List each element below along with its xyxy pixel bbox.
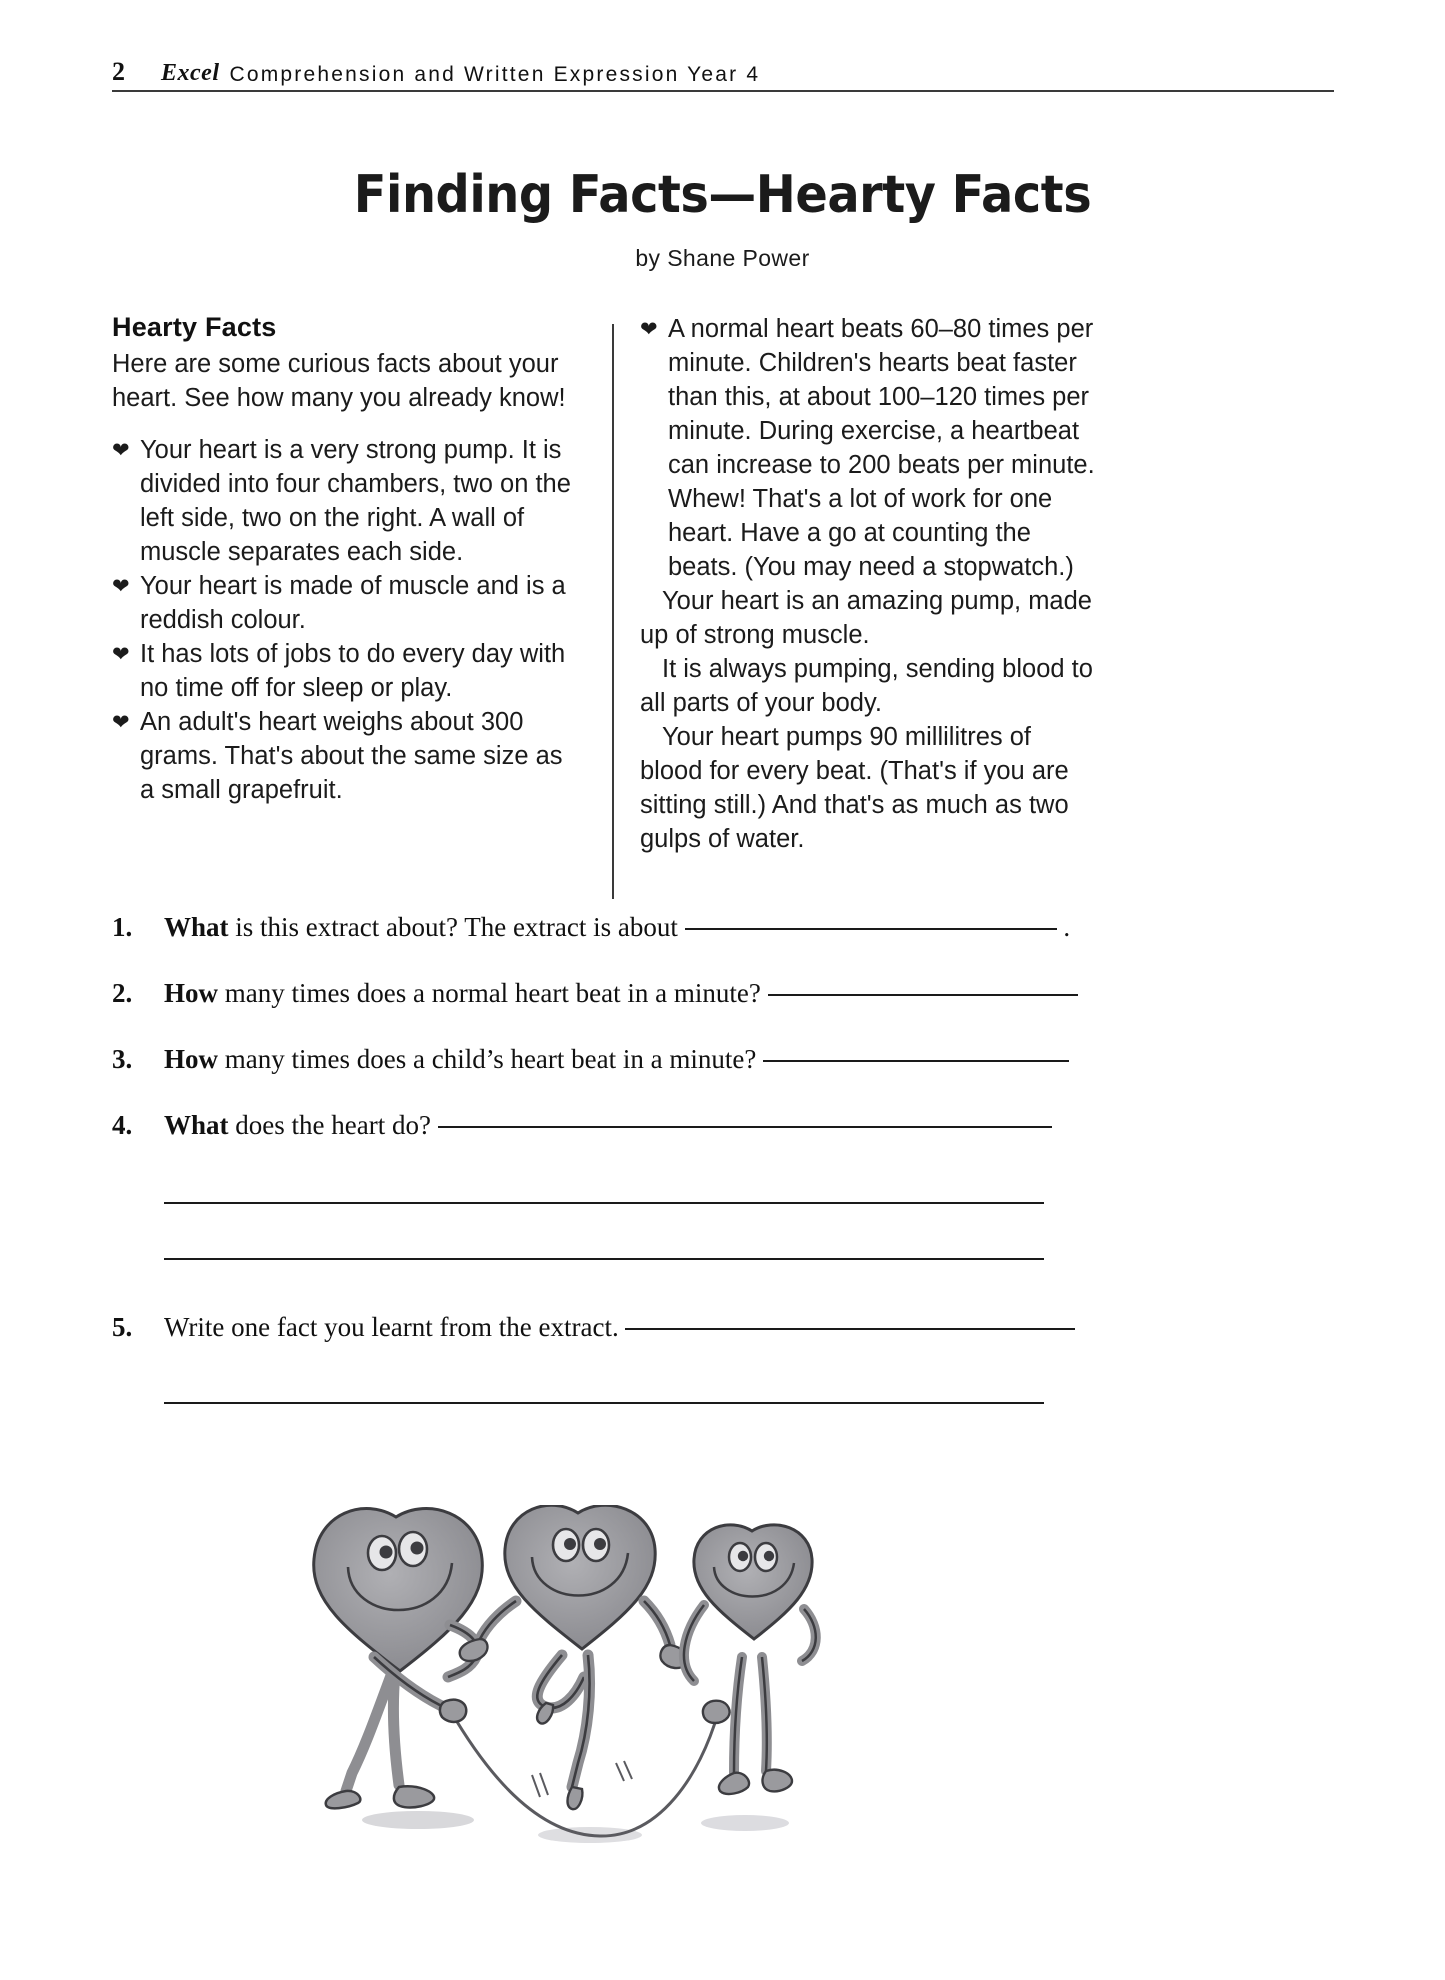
ground-shadow — [362, 1811, 474, 1829]
heart-character-middle — [460, 1505, 687, 1809]
question-text — [164, 912, 1334, 943]
series-title: Comprehension and Written Expression Year 4 — [229, 63, 761, 86]
answer-blank[interactable] — [625, 1328, 1075, 1330]
column-divider — [612, 324, 614, 899]
question-number: 2. — [112, 978, 133, 1008]
question-body: many times does a normal heart beat in a minute? — [218, 978, 761, 1008]
heart-bullet-icon: ❤ — [112, 439, 130, 462]
question-number: 5. — [112, 1312, 133, 1342]
question-keyword: What — [164, 912, 229, 942]
foot — [763, 1770, 792, 1792]
hand — [440, 1700, 466, 1722]
pupil — [564, 1538, 576, 1550]
question-body: Write one fact you learnt from the extract. — [164, 1312, 619, 1342]
extract-intro-paragraph: Here are some curious facts about your heart. See how many you already know! — [112, 350, 566, 412]
hand — [460, 1639, 488, 1661]
question-trailing-punctuation: . — [1063, 912, 1071, 942]
question-text — [164, 1044, 1334, 1075]
question-body: does the heart do? — [228, 1110, 431, 1140]
heart-characters-illustration — [300, 1505, 860, 1850]
question-body: many times does a child’s heart beat in a minute? — [218, 1044, 757, 1074]
list-item-text: An adult's heart weighs about 300 grams. That's about the same size as a small grapefruit. — [140, 708, 563, 804]
pupil — [764, 1551, 774, 1561]
heart-body — [314, 1509, 483, 1671]
list-item-text: Your heart is made of muscle and is a reddish colour. — [140, 572, 566, 634]
ground-shadow — [701, 1815, 789, 1831]
page-title: Finding Facts—Hearty Facts — [353, 165, 1092, 225]
brand-name: Excel — [161, 60, 220, 86]
list-item — [640, 312, 1100, 584]
foot — [719, 1773, 749, 1794]
foot — [394, 1786, 434, 1807]
extract-left-bullet-list — [112, 433, 572, 807]
question-3 — [112, 1044, 1334, 1082]
extract-paragraph: It is always pumping, sending blood to all parts of your body. — [640, 655, 1093, 717]
question-text — [164, 978, 1334, 1009]
extract-right-bullet-list — [640, 312, 1100, 584]
question-keyword: What — [164, 1110, 229, 1140]
question-number: 1. — [112, 912, 133, 942]
question-keyword: How — [164, 1044, 218, 1074]
list-item — [112, 433, 572, 569]
foot — [326, 1791, 361, 1808]
question-number: 3. — [112, 1044, 133, 1074]
byline: by Shane Power — [635, 245, 810, 271]
question-keyword: How — [164, 978, 218, 1008]
pupil — [594, 1538, 606, 1550]
answer-blank[interactable] — [164, 1202, 1044, 1204]
answer-blank[interactable] — [164, 1402, 1044, 1404]
heart-bullet-icon: ❤ — [640, 318, 658, 341]
heart-bullet-icon: ❤ — [112, 711, 130, 734]
running-head — [112, 48, 1334, 92]
question-body: is this extract about? The extract is about — [228, 912, 678, 942]
answer-blank[interactable] — [164, 1258, 1044, 1260]
heart-body — [505, 1505, 655, 1649]
question-4 — [112, 1110, 1334, 1148]
question-text — [164, 1110, 1334, 1141]
answer-blank[interactable] — [685, 928, 1057, 930]
heart-body — [694, 1525, 812, 1639]
heart-bullet-icon: ❤ — [112, 575, 130, 598]
extract-passage — [112, 312, 1334, 912]
extract-right-column — [640, 312, 1100, 856]
answer-blank[interactable] — [768, 994, 1078, 996]
question-text — [164, 1312, 1334, 1343]
question-number: 4. — [112, 1110, 133, 1140]
hand — [703, 1701, 730, 1723]
list-item-text: A normal heart beats 60–80 times per minute. Children's hearts beat faster than this, at about 100–120 times per minute. During exercise, a heartbeat can increase to 200 beats per minute. Whew! That's a lot of work for one heart. Have a go at counting the beats. (You may need a stopwatch.) — [668, 315, 1095, 581]
heart-character-left — [314, 1509, 483, 1809]
list-item — [112, 569, 572, 637]
question-1 — [112, 912, 1334, 950]
extract-left-column — [112, 312, 572, 807]
extract-paragraph: Your heart is an amazing pump, made up of strong muscle. — [640, 587, 1092, 649]
questions-list — [112, 912, 1334, 1404]
question-5 — [112, 1312, 1334, 1350]
list-item-text: Your heart is a very strong pump. It is divided into four chambers, two on the left side, two on the right. A wall of muscle separates each side. — [140, 436, 571, 566]
question-2 — [112, 978, 1334, 1016]
list-item-text: It has lots of jobs to do every day with no time off for sleep or play. — [140, 640, 566, 702]
answer-blank[interactable] — [438, 1126, 1052, 1128]
pupil — [411, 1542, 424, 1555]
page-number: 2 — [112, 57, 125, 86]
pupil — [380, 1546, 393, 1559]
foot — [568, 1787, 583, 1809]
extract-paragraph: Your heart pumps 90 millilitres of blood for every beat. (That's if you are sitting still.) And that's as much as two gulps of water. — [640, 723, 1069, 853]
answer-blank[interactable] — [763, 1060, 1069, 1062]
heart-bullet-icon: ❤ — [112, 643, 130, 666]
list-item — [112, 705, 572, 807]
pupil — [738, 1551, 748, 1561]
list-item — [112, 637, 572, 705]
extract-heading: Hearty Facts — [112, 312, 277, 342]
